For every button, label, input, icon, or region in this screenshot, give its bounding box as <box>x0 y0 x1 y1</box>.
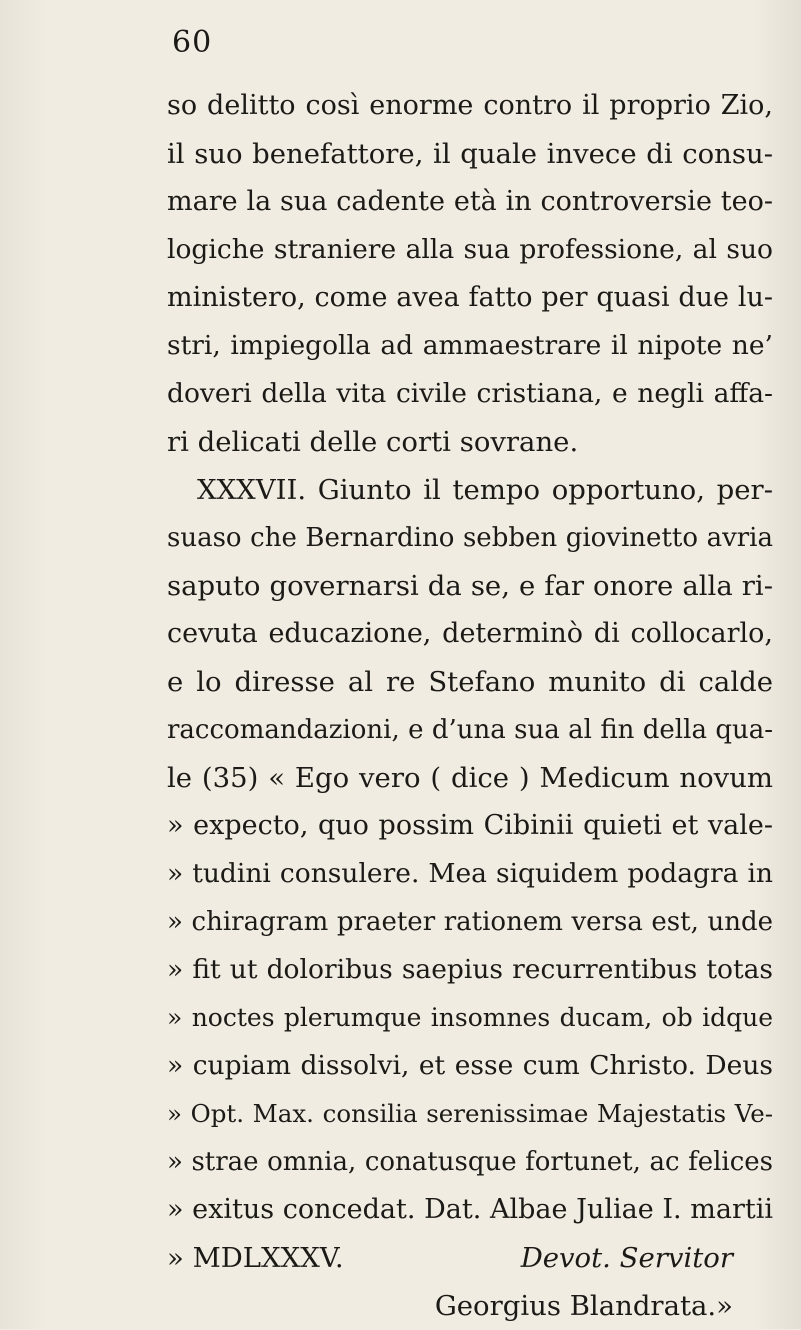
text-line: stri, impiegolla ad ammaestrare il nipote ne’ <box>167 330 773 361</box>
text-line: il suo benefattore, il quale invece di consu- <box>167 138 773 170</box>
section-heading-line: XXXVII. Giunto il tempo opportuno, per- <box>197 474 773 506</box>
text-line: ri delicati delle corti sovrane. <box>167 426 579 458</box>
quoted-line: » chiragram praeter rationem versa est, unde <box>167 907 773 937</box>
text-line: le (35) « Ego vero ( dice ) Medicum novum <box>167 762 773 794</box>
quoted-line: » noctes plerumque insomnes ducam, ob idque <box>167 1003 773 1032</box>
text-line: e lo diresse al re Stefano munito di calde <box>167 666 773 698</box>
text-line: suaso che Bernardino sebben giovinetto avria <box>167 523 773 553</box>
text-line: so delitto così enorme contro il proprio Zio, <box>167 90 773 121</box>
quoted-line: » exitus concedat. Dat. Albae Juliae I. martii <box>167 1194 773 1225</box>
quoted-line: » strae omnia, conatusque fortunet, ac felices <box>167 1147 773 1177</box>
text-line: saputo governarsi da se, e far onore alla ri- <box>167 570 773 602</box>
signature-line: Georgius Blandrata.» <box>434 1290 733 1322</box>
quoted-line: » tudini consulere. Mea siquidem podagra in <box>167 858 773 889</box>
text-line: cevuta educazione, determinò di collocarlo, <box>167 618 773 649</box>
text-line: mare la sua cadente età in controversie teo- <box>167 186 773 217</box>
page-number: 60 <box>172 25 213 60</box>
quoted-line: » cupiam dissolvi, et esse cum Christo. Deus <box>167 1050 773 1081</box>
quoted-line: » Opt. Max. consilia serenissimae Majestatis Ve- <box>167 1099 773 1128</box>
text-line: logiche straniere alla sua professione, al suo <box>167 234 773 265</box>
closing-line <box>167 1234 773 1282</box>
text-line: doveri della vita civile cristiana, e negli affa- <box>167 378 773 409</box>
body-text <box>167 82 773 1330</box>
quoted-line: » fit ut doloribus saepius recurrentibus totas <box>167 954 773 985</box>
closing-date: » MDLXXXV. <box>167 1242 344 1274</box>
text-line: ministero, come avea fatto per quasi due lu- <box>167 282 773 313</box>
text-line: raccomandazioni, e d’una sua al fin della qua- <box>167 715 773 745</box>
quoted-line: » expecto, quo possim Cibinii quieti et vale- <box>167 810 773 841</box>
closing-formula: Devot. Servitor <box>520 1242 733 1274</box>
